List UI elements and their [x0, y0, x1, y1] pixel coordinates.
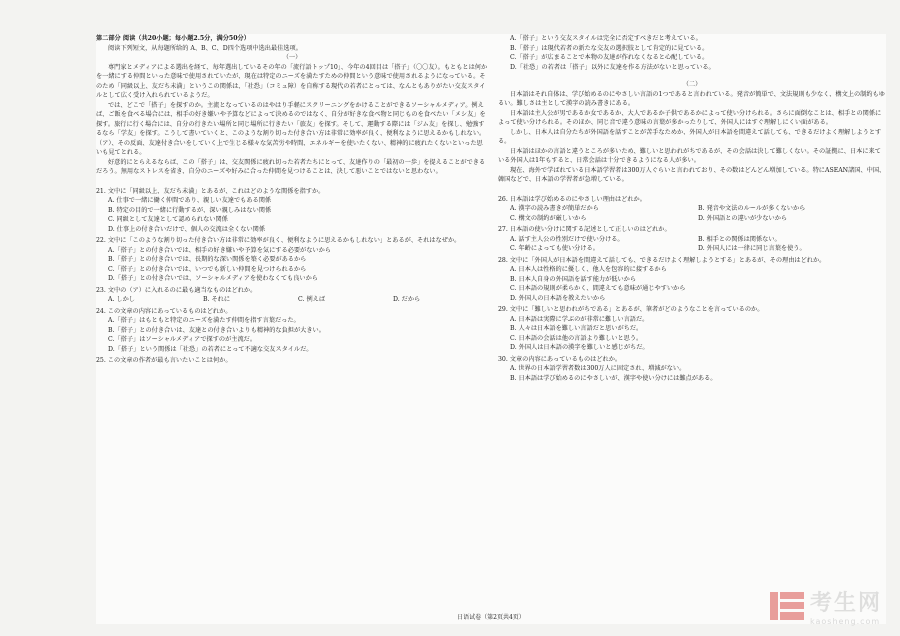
option: A. 漢字の読み書きが簡単だから	[510, 205, 599, 212]
question-stem: 21. 文中に「同級以上、友だち未満」とあるが、これはどのような関係を指すか。	[96, 187, 325, 195]
option: B. 相手との関係は関係ない。	[698, 235, 781, 243]
question-25-options	[498, 34, 886, 72]
question-stem: 27. 日本語の使い分けに関する記述として正しいのはどれか。	[498, 226, 671, 233]
option: D. 外国語との違いが少ないから	[698, 214, 788, 222]
option: A. 日本語は実際に学ぶのが非常に難しい言語だ。	[510, 315, 649, 323]
question-30	[498, 355, 886, 384]
option: C. 年齢によっても使い分ける。	[510, 245, 599, 252]
option: A. 日本人は性格的に優しく、他人を包容的に接するから	[510, 266, 667, 273]
question-23	[96, 286, 488, 305]
question-stem: 29. 文中に「難しいと思われがちである」とあるが、筆者がどのようなことを言っているのか。	[498, 306, 764, 313]
question-stem: 26. 日本語は学び始めるのにやさしい理由はどれか。	[498, 195, 646, 203]
option: C. 例えば	[298, 296, 326, 303]
option: B.「搭子」との付き合いは、友達との付き合いよりも精神的な負担が大きい。	[108, 326, 325, 334]
question-stem: 24. この文章の内容にあっているものはどれか。	[96, 307, 232, 315]
option: A.「搭子」との付き合いでは、相手の好き嫌いや予算を気にする必要がないから	[108, 246, 331, 254]
question-28	[498, 256, 886, 304]
option: D. 外国人の日本語を教えたいから	[510, 294, 606, 302]
option: D. 仕事上の付き合いだけで、個人の交流は全くない関係	[108, 225, 266, 233]
option: D.「搭子」との付き合いでは、ソーシャルメディアを使わなくても良いから	[108, 275, 318, 282]
passage1-heading: （一）	[282, 54, 302, 61]
option: A. 仕事で一緒に働く仲間であり、親しい友達でもある関係	[108, 197, 272, 204]
passage2-paragraph: しかし、日本人は自分たちが外国語を話すことが苦手なためか、外国人が日本語を間違えて話しても、できるだけよく理解しようとする。	[498, 128, 882, 145]
question-24	[96, 307, 488, 355]
option: A. 世界の日本語学習者数は300万人に固定され、増減がない。	[510, 365, 686, 372]
passage1-paragraph: では、どこで「搭子」を探すのか。主流となっているのはやはり手軽にスクリーニングをかけることができるソーシャルメディア。例えば、ご飯を食べる場合には、相手の好き嫌いや予算などによって決めるのではなく、自分が好きな食べ物と同じものを食べたい「メシ友」を探す。旅行に行く場合には、自分の行きたい場所と同じ場所に行きたい「旅友」を探す。そして、運動する際には「ジム友」を探し、勉強するなら「学友」を探す。こうして書いていくと、このような割り切った付き合い方は非常に効率が良く、便利なように思えるかもしれない。（ア）、その反面、友達付き合いをしていく上で生じる様々な気苦労や時間、エネルギーを使いたくない、精神的に疲れたくないといった思いも見てとれる。	[96, 101, 486, 156]
question-stem: 23. 文中の（ア）に入れるのに最も適当なものはどれか。	[96, 286, 257, 294]
option: B. 特定の目的で一緒に行動するが、深い親しみはない関係	[108, 206, 272, 214]
exam-page	[96, 34, 886, 624]
option: B.「搭子」は現代若者の新たな交友の選択肢として肯定的に見ている。	[510, 44, 709, 52]
option: B. 人々は日本語を難しい言語だと思いがちだ。	[510, 325, 643, 332]
passage2-paragraph: 日本語はそれ自体は、学び始めるのにやさしい言語の1つであると言われている。発音が簡単で、文法規則も少なく、構文上の制約もゆるい。難しさは主として漢字の読み書きにある。	[498, 90, 885, 107]
option: A. 話す主人公の性別だけで使い分ける。	[510, 235, 624, 243]
section-instruction: 阅读下列短文，从每题所给的 A、B、C、D四个选项中选出最佳选项。	[108, 44, 302, 52]
option: A. しかし	[108, 296, 135, 303]
option: C.「搭子」が広まることで本物の友達が作れなくなると心配している。	[510, 54, 709, 61]
kaosheng-logo-icon	[770, 592, 804, 620]
option: C.「搭子」はソーシャルメディアで探すのが主流だ。	[108, 336, 257, 343]
option: D. 外国人は日本語の漢字を難しいと感じがちだ。	[510, 344, 649, 351]
section-title: 第二部分 阅读（共20小题；每小题2.5分，满分50分）	[96, 35, 250, 42]
question-27	[498, 225, 886, 254]
option: C.「搭子」との付き合いでは、いつでも新しい仲間を見つけられるから	[108, 265, 307, 273]
option: D. 外国人には一律に同じ言葉を使う。	[698, 245, 806, 252]
question-22	[96, 236, 488, 284]
right-column	[498, 34, 886, 383]
question-stem: 28. 文中に「外国人が日本語を間違えて話しても、できるだけよく理解しようとする」とあるが、その理由はどれか。	[498, 256, 826, 264]
option: B. 日本語は学び始めるのにやさしいが、漢字や使い分けには難点がある。	[510, 374, 717, 382]
option: A.「搭子」はもともと特定のニーズを満たす仲間を指す言葉だった。	[108, 317, 300, 324]
watermark-cn: 考生网	[809, 591, 882, 616]
question-29	[498, 305, 886, 353]
passage2-heading: （二）	[682, 81, 702, 88]
option: B.「搭子」との付き合いでは、長期的な深い関係を築く必要があるから	[108, 256, 307, 263]
option: C. 同級として友達として認められない関係	[108, 216, 228, 223]
option: C. 構文の制約が厳しいから	[510, 214, 587, 222]
option: A.「搭子」という交友スタイルは完全に否定すべきだと考えている。	[510, 35, 702, 42]
option: D.「搭子」という関係は「社恐」の若者にとって不適な交友スタイルだ。	[108, 345, 313, 353]
passage2-paragraph: 日本語はほかの言語と違うところが多いため、難しいと思われがちであるが、その会話は決して難しくない。その証拠に、日本に来ている外国人は1年もすると、日常会話は十分できるようになる人が多い。	[498, 147, 881, 164]
option: D. だから	[393, 296, 421, 303]
question-26	[498, 195, 886, 224]
option: C. 日本語の規則が柔らかく、間違えても意味が通じやすいから	[510, 285, 686, 292]
option: B. 日本人自身の外国語を話す能力が低いから	[510, 275, 637, 283]
passage2-paragraph: 日本語は主人公が男であるか女であるか、大人であるか子供であるかによって使い分けられる。さらに面倒なことは、相手との関係によって使い分けられる。そのほか、同じ音で違う意味の言葉が多かったりして、外国人にはすぐ理解しにくい面がある。	[498, 109, 882, 126]
page-footer: 日语试卷（第2页共4页）	[457, 614, 525, 621]
passage1-paragraph: 好意的にとらえるならば、この「搭子」は、交友関係に疲れ切った若者たちにとって、友達作りの「最初の一歩」を提えることができるだろう。無用なストレスを省き、自分のニーズや好みに合った仲間を見つけることは、決して悪いことではないと思わない。	[96, 158, 486, 175]
passage2-paragraph: 現在、海外で学ばれている日本語学習者は300万人ぐらいと言われており、その数はどんどん増加している。特にASEAN諸国、中国、韓国などで、日本語の学習者が急増している。	[498, 166, 886, 183]
question-stem: 22. 文中に「このような割り切った付き合い方は非常に効率が良く、便利なように思えるかもしれない」とあるが、それはなぜか。	[96, 237, 461, 244]
question-stem: 25. この文章の作者が最も言いたいことは何か。	[96, 357, 232, 364]
option: C. 日本語の会話は他の言語より難しいと思う。	[510, 334, 643, 342]
watermark	[770, 586, 882, 626]
option: B. それに	[203, 296, 231, 303]
question-25	[96, 356, 488, 366]
question-stem: 30. 文章の内容にあっているものはどれか。	[498, 355, 622, 363]
option: B. 発音や文法のルールが多くないから	[698, 205, 806, 212]
passage1-paragraph: 専門家とメディアによる選出を経て、毎年選出しているその年の「流行語トップ10」、今年の4回目は「搭子」（〇〇友）。もともとは何かを一緒にする仲間といった意味で使用されていたが、現在は特定のニーズを満たすための仲間という意味で使用されるようになっている。そのため「同級以上、友だち未満」というこの関係は、「社恐」（コミュ障）を自称する現代の若者にとっては、なんともありがたい交友スタイルとして広く受け入れられているようだ。	[96, 63, 488, 99]
left-column	[96, 34, 488, 366]
watermark-en: kaosheng.com	[809, 617, 881, 626]
question-21	[96, 187, 488, 235]
option: D.「社恐」の若者は「搭子」以外に友達を作る方法がないと思っている。	[510, 63, 715, 71]
